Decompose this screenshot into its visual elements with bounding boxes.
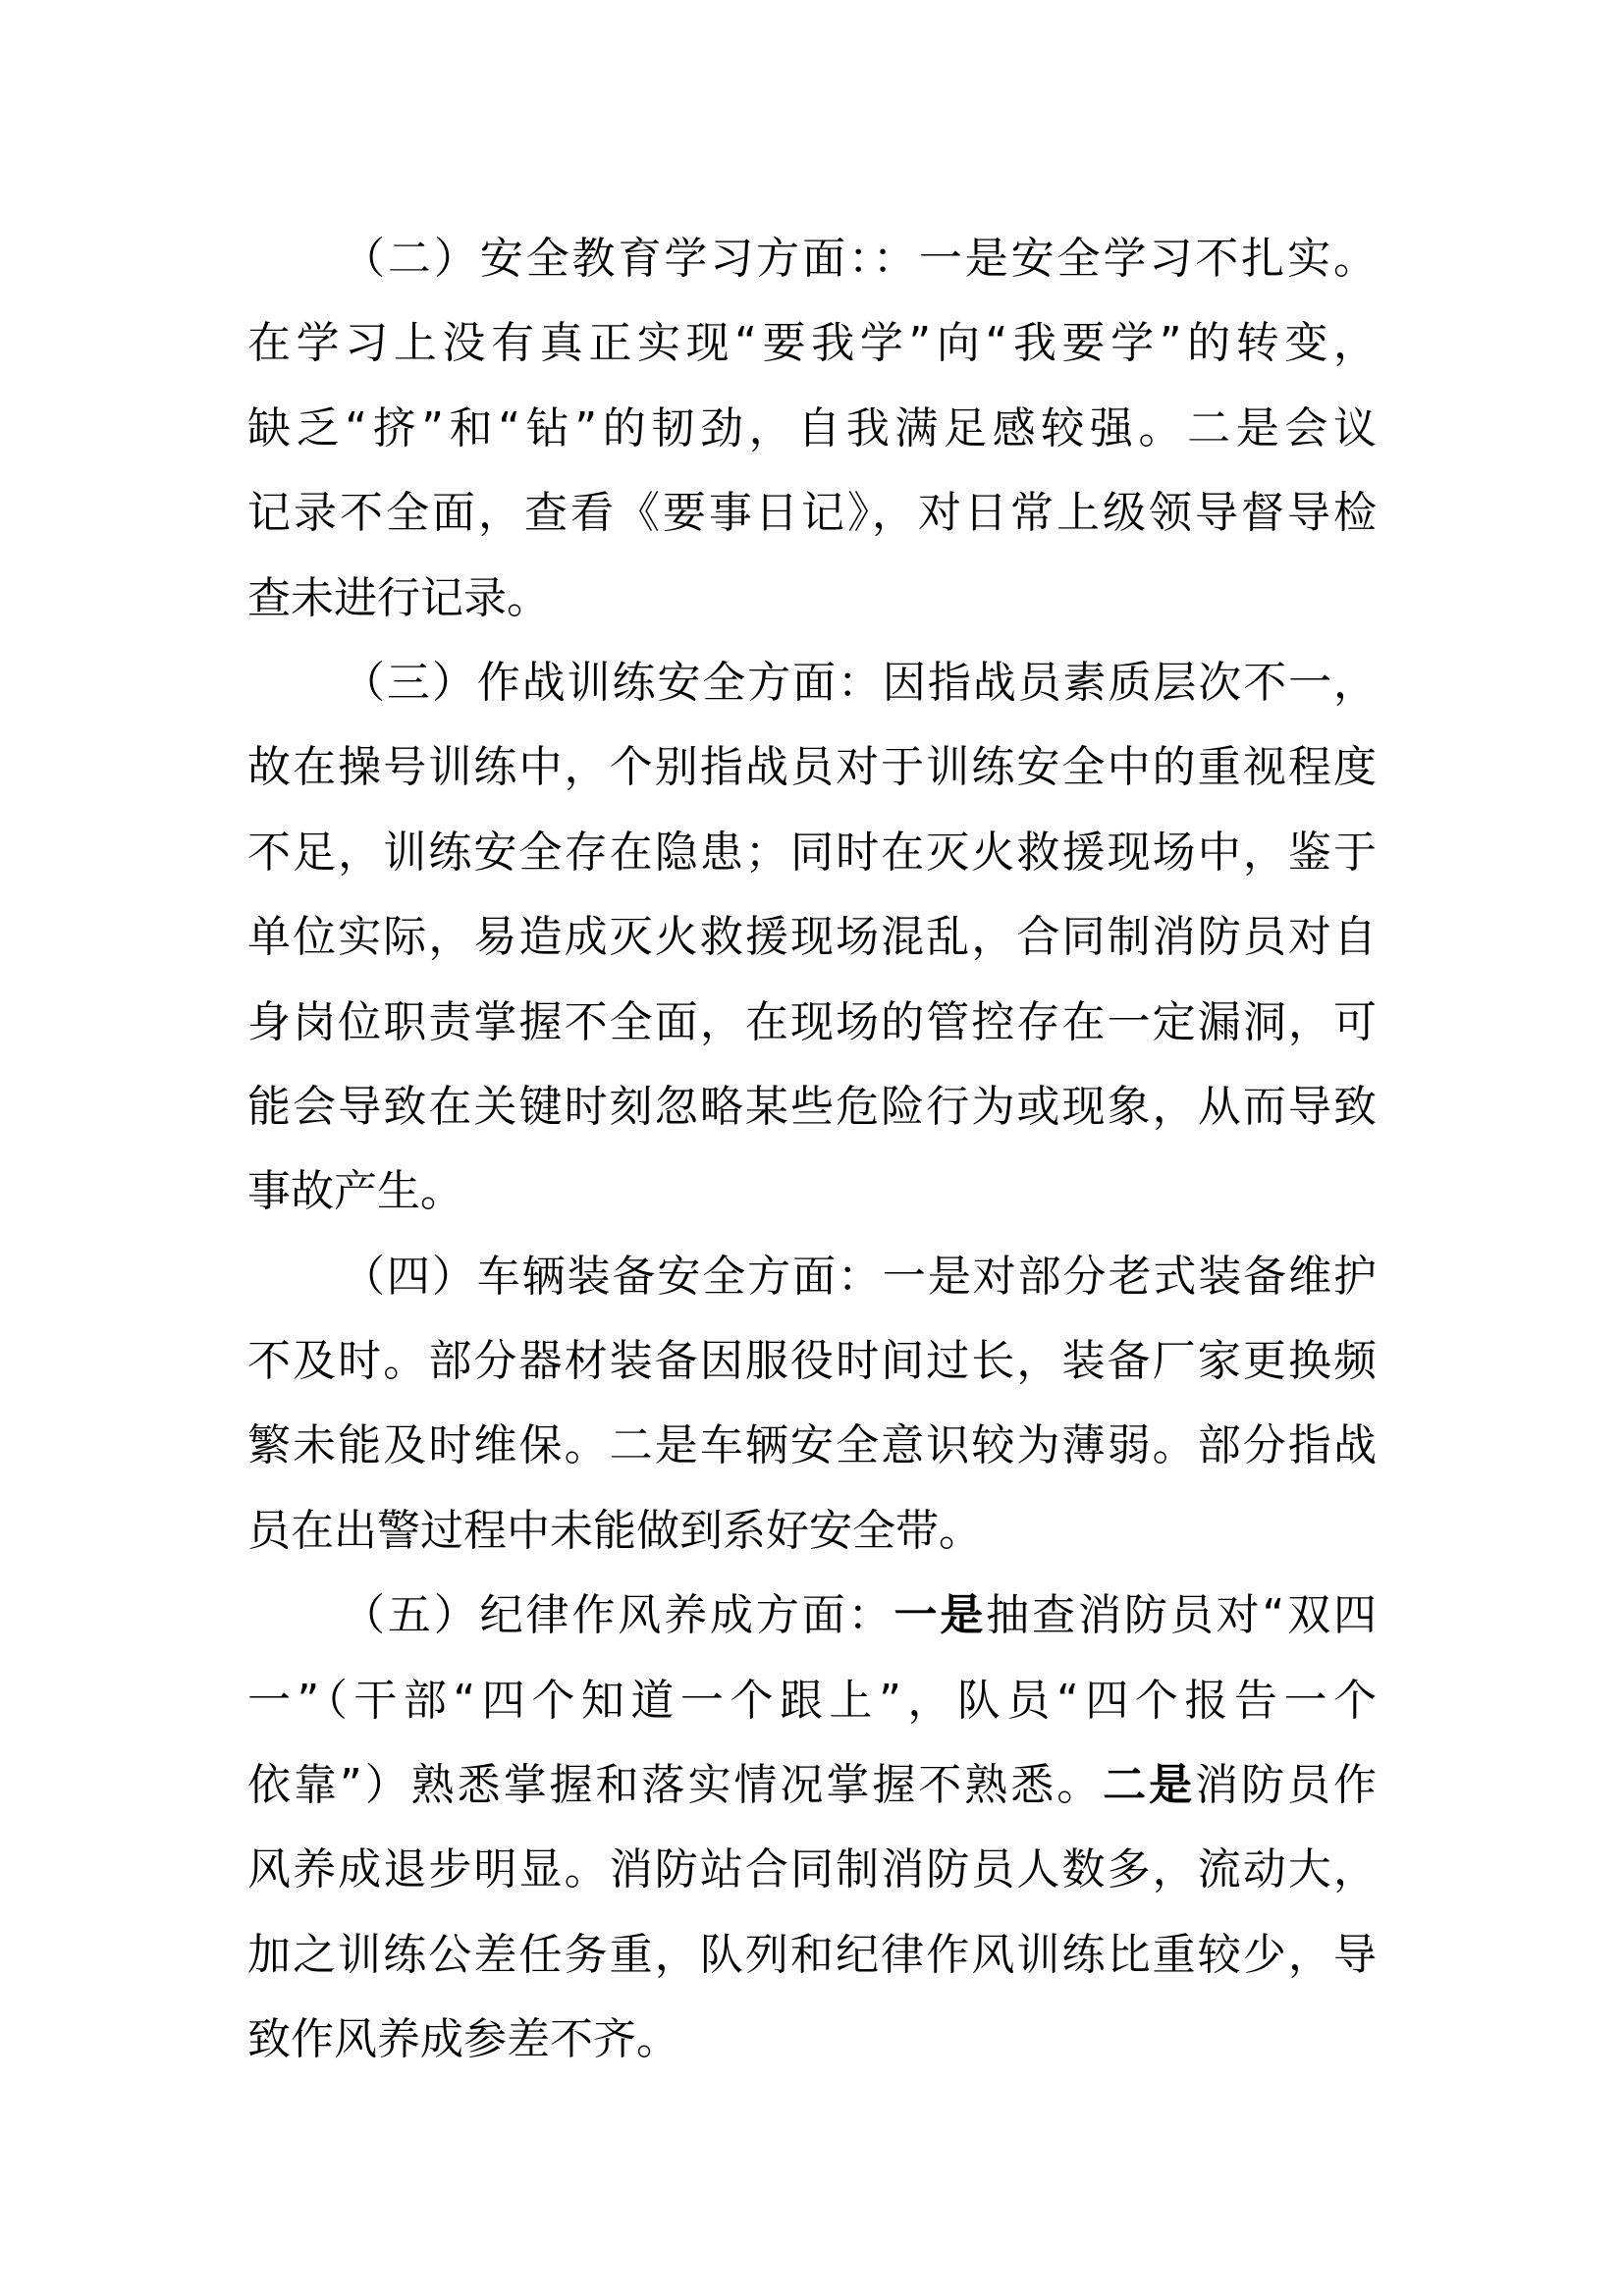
text-span: 能会导致在关键时刻忽略某些危险行为或现象，从而导致: [247, 1081, 1377, 1132]
text-line: [247, 301, 1377, 386]
paragraph-section-4: [247, 1235, 1377, 1575]
text-span: 加之训练公差任务重，队列和纪律作风训练比重较少，导: [247, 1929, 1377, 1980]
text-line: [247, 1404, 1377, 1488]
document-body: [247, 217, 1377, 2083]
text-line: [247, 1149, 1377, 1234]
text-span: 繁未能及时维保。二是车辆安全意识较为薄弱。部分指战: [247, 1420, 1377, 1471]
text-span: （四）车辆装备安全方面：一是对部分老式装备维护: [342, 1251, 1377, 1302]
text-span: 身岗位职责掌握不全面，在现场的管控存在一定漏洞，可: [247, 996, 1377, 1047]
text-line: [247, 895, 1377, 980]
text-span: 一”（干部“四个知道一个跟上”，队员“四个报告一个: [247, 1675, 1377, 1726]
bold-text-span: 二是: [1103, 1760, 1196, 1811]
text-span: 记录不全面，查看《要事日记》，对日常上级领导督导检: [247, 488, 1377, 539]
text-line: [247, 1065, 1377, 1149]
bold-text-span: 一是: [893, 1590, 987, 1641]
text-line: [247, 1828, 1377, 1912]
text-line: [247, 1574, 1377, 1658]
text-span: 事故产生。: [247, 1166, 463, 1217]
paragraph-section-2: [247, 217, 1377, 641]
text-span: 查未进行记录。: [247, 572, 550, 623]
paragraph-section-3: [247, 641, 1377, 1235]
paragraph-section-5: [247, 1574, 1377, 2082]
text-line: [247, 725, 1377, 810]
text-line: [247, 217, 1377, 301]
text-span: （三）作战训练安全方面：因指战员素质层次不一，: [342, 657, 1377, 708]
text-line: [247, 557, 1377, 641]
text-line: [247, 1659, 1377, 1743]
text-span: （二）安全教育学习方面：：一是安全学习不扎实。: [342, 234, 1377, 284]
text-line: [247, 811, 1377, 895]
text-span: 依靠”）熟悉掌握和落实情况掌握不熟悉。: [247, 1760, 1104, 1811]
text-span: （五）纪律作风养成方面：: [342, 1590, 894, 1641]
text-span: 员在出警过程中未能做到系好安全带。: [247, 1505, 982, 1556]
text-line: [247, 981, 1377, 1065]
text-span: 消防员作: [1195, 1760, 1378, 1811]
text-line: [247, 1319, 1377, 1404]
text-line: [247, 387, 1377, 471]
text-line: [247, 1913, 1377, 1998]
text-span: 致作风养成参差不齐。: [247, 2014, 679, 2065]
text-line: [247, 1235, 1377, 1319]
text-span: 故在操号训练中，个别指战员对于训练安全中的重视程度: [247, 742, 1377, 793]
text-line: [247, 641, 1377, 725]
text-span: 风养成退步明显。消防站合同制消防员人数多，流动大，: [247, 1844, 1377, 1896]
text-line: [247, 1743, 1377, 1828]
text-span: 单位实际，易造成灭火救援现场混乱，合同制消防员对自: [247, 912, 1377, 963]
text-span: 不及时。部分器材装备因服役时间过长，装备厂家更换频: [247, 1336, 1377, 1387]
text-span: 抽查消防员对“双四: [986, 1590, 1378, 1641]
text-line: [247, 1489, 1377, 1574]
text-line: [247, 471, 1377, 556]
text-span: 不足，训练安全存在隐患；同时在灭火救援现场中，鉴于: [247, 827, 1377, 878]
text-line: [247, 1998, 1377, 2082]
text-span: 在学习上没有真正实现“要我学”向“我要学”的转变，: [247, 318, 1377, 369]
text-span: 缺乏“挤”和“钻”的韧劲，自我满足感较强。二是会议: [247, 402, 1377, 454]
